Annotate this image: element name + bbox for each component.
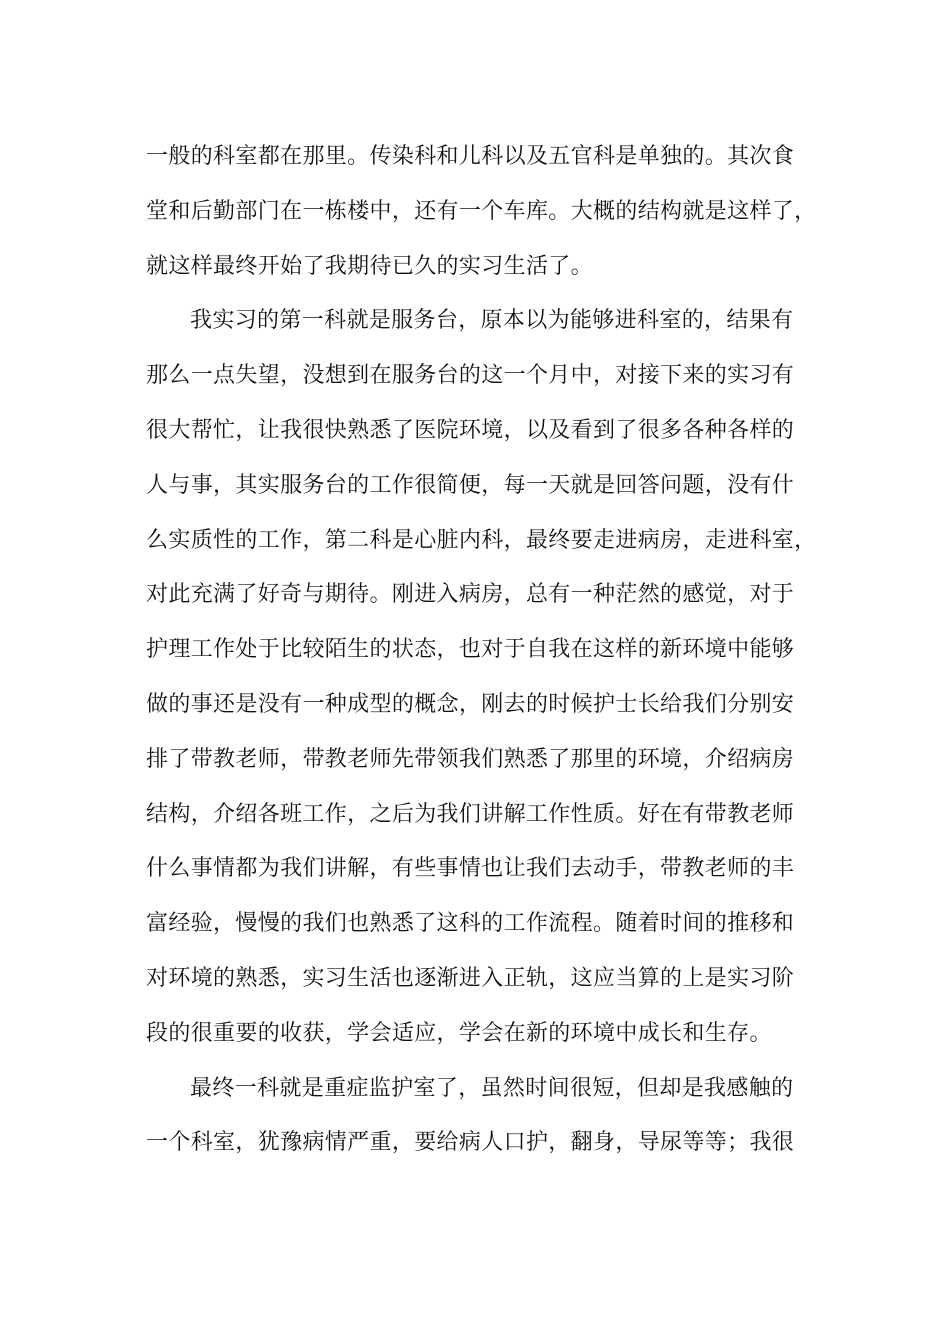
text-line: 很大帮忙，让我很快熟悉了医院环境，以及看到了很多各种各样的	[146, 417, 795, 443]
text-line: 什么事情都为我们讲解，有些事情也让我们去动手，带教老师的丰	[146, 856, 795, 882]
text-line: 一个科室，犹豫病情严重，要给病人口护，翻身，导尿等等；我很	[146, 1130, 795, 1156]
text-line: 富经验，慢慢的我们也熟悉了这科的工作流程。随着时间的推移和	[146, 911, 795, 937]
text-line: 排了带教老师，带教老师先带领我们熟悉了那里的环境，介绍病房	[146, 746, 795, 772]
text-line: 做的事还是没有一种成型的概念，刚去的时候护士长给我们分别安	[146, 691, 795, 717]
paragraph-start-line: 最终一科就是重症监护室了，虽然时间很短，但却是我感触的	[190, 1075, 794, 1101]
text-line: 段的很重要的收获，学会适应，学会在新的环境中成长和生存。	[146, 1020, 772, 1046]
text-line: 一般的科室都在那里。传染科和儿科以及五官科是单独的。其次食	[146, 144, 795, 169]
text-line: 结构，介绍各班工作，之后为我们讲解工作性质。好在有带教老师	[146, 801, 795, 827]
paragraph-start-line: 我实习的第一科就是服务台，原本以为能够进科室的，结果有	[190, 308, 794, 334]
text-line: 对此充满了好奇与期待。刚进入病房，总有一种茫然的感觉，对于	[146, 582, 795, 608]
text-line: 就这样最终开始了我期待已久的实习生活了。	[146, 253, 594, 279]
text-line: 对环境的熟悉，实习生活也逐渐进入正轨，这应当算的上是实习阶	[146, 965, 795, 991]
text-line: 堂和后勤部门在一栋楼中，还有一个车库。大概的结构就是这样了，	[146, 198, 817, 224]
body-text	[146, 130, 826, 1171]
text-line: 护理工作处于比较陌生的状态，也对于自我在这样的新环境中能够	[146, 637, 795, 663]
text-line: 那么一点失望，没想到在服务台的这一个月中，对接下来的实习有	[146, 363, 795, 389]
text-line: 人与事，其实服务台的工作很简便，每一天就是回答问题，没有什	[146, 472, 795, 498]
text-line: 么实质性的工作，第二科是心脏内科，最终要走进病房，走进科室，	[146, 527, 817, 553]
